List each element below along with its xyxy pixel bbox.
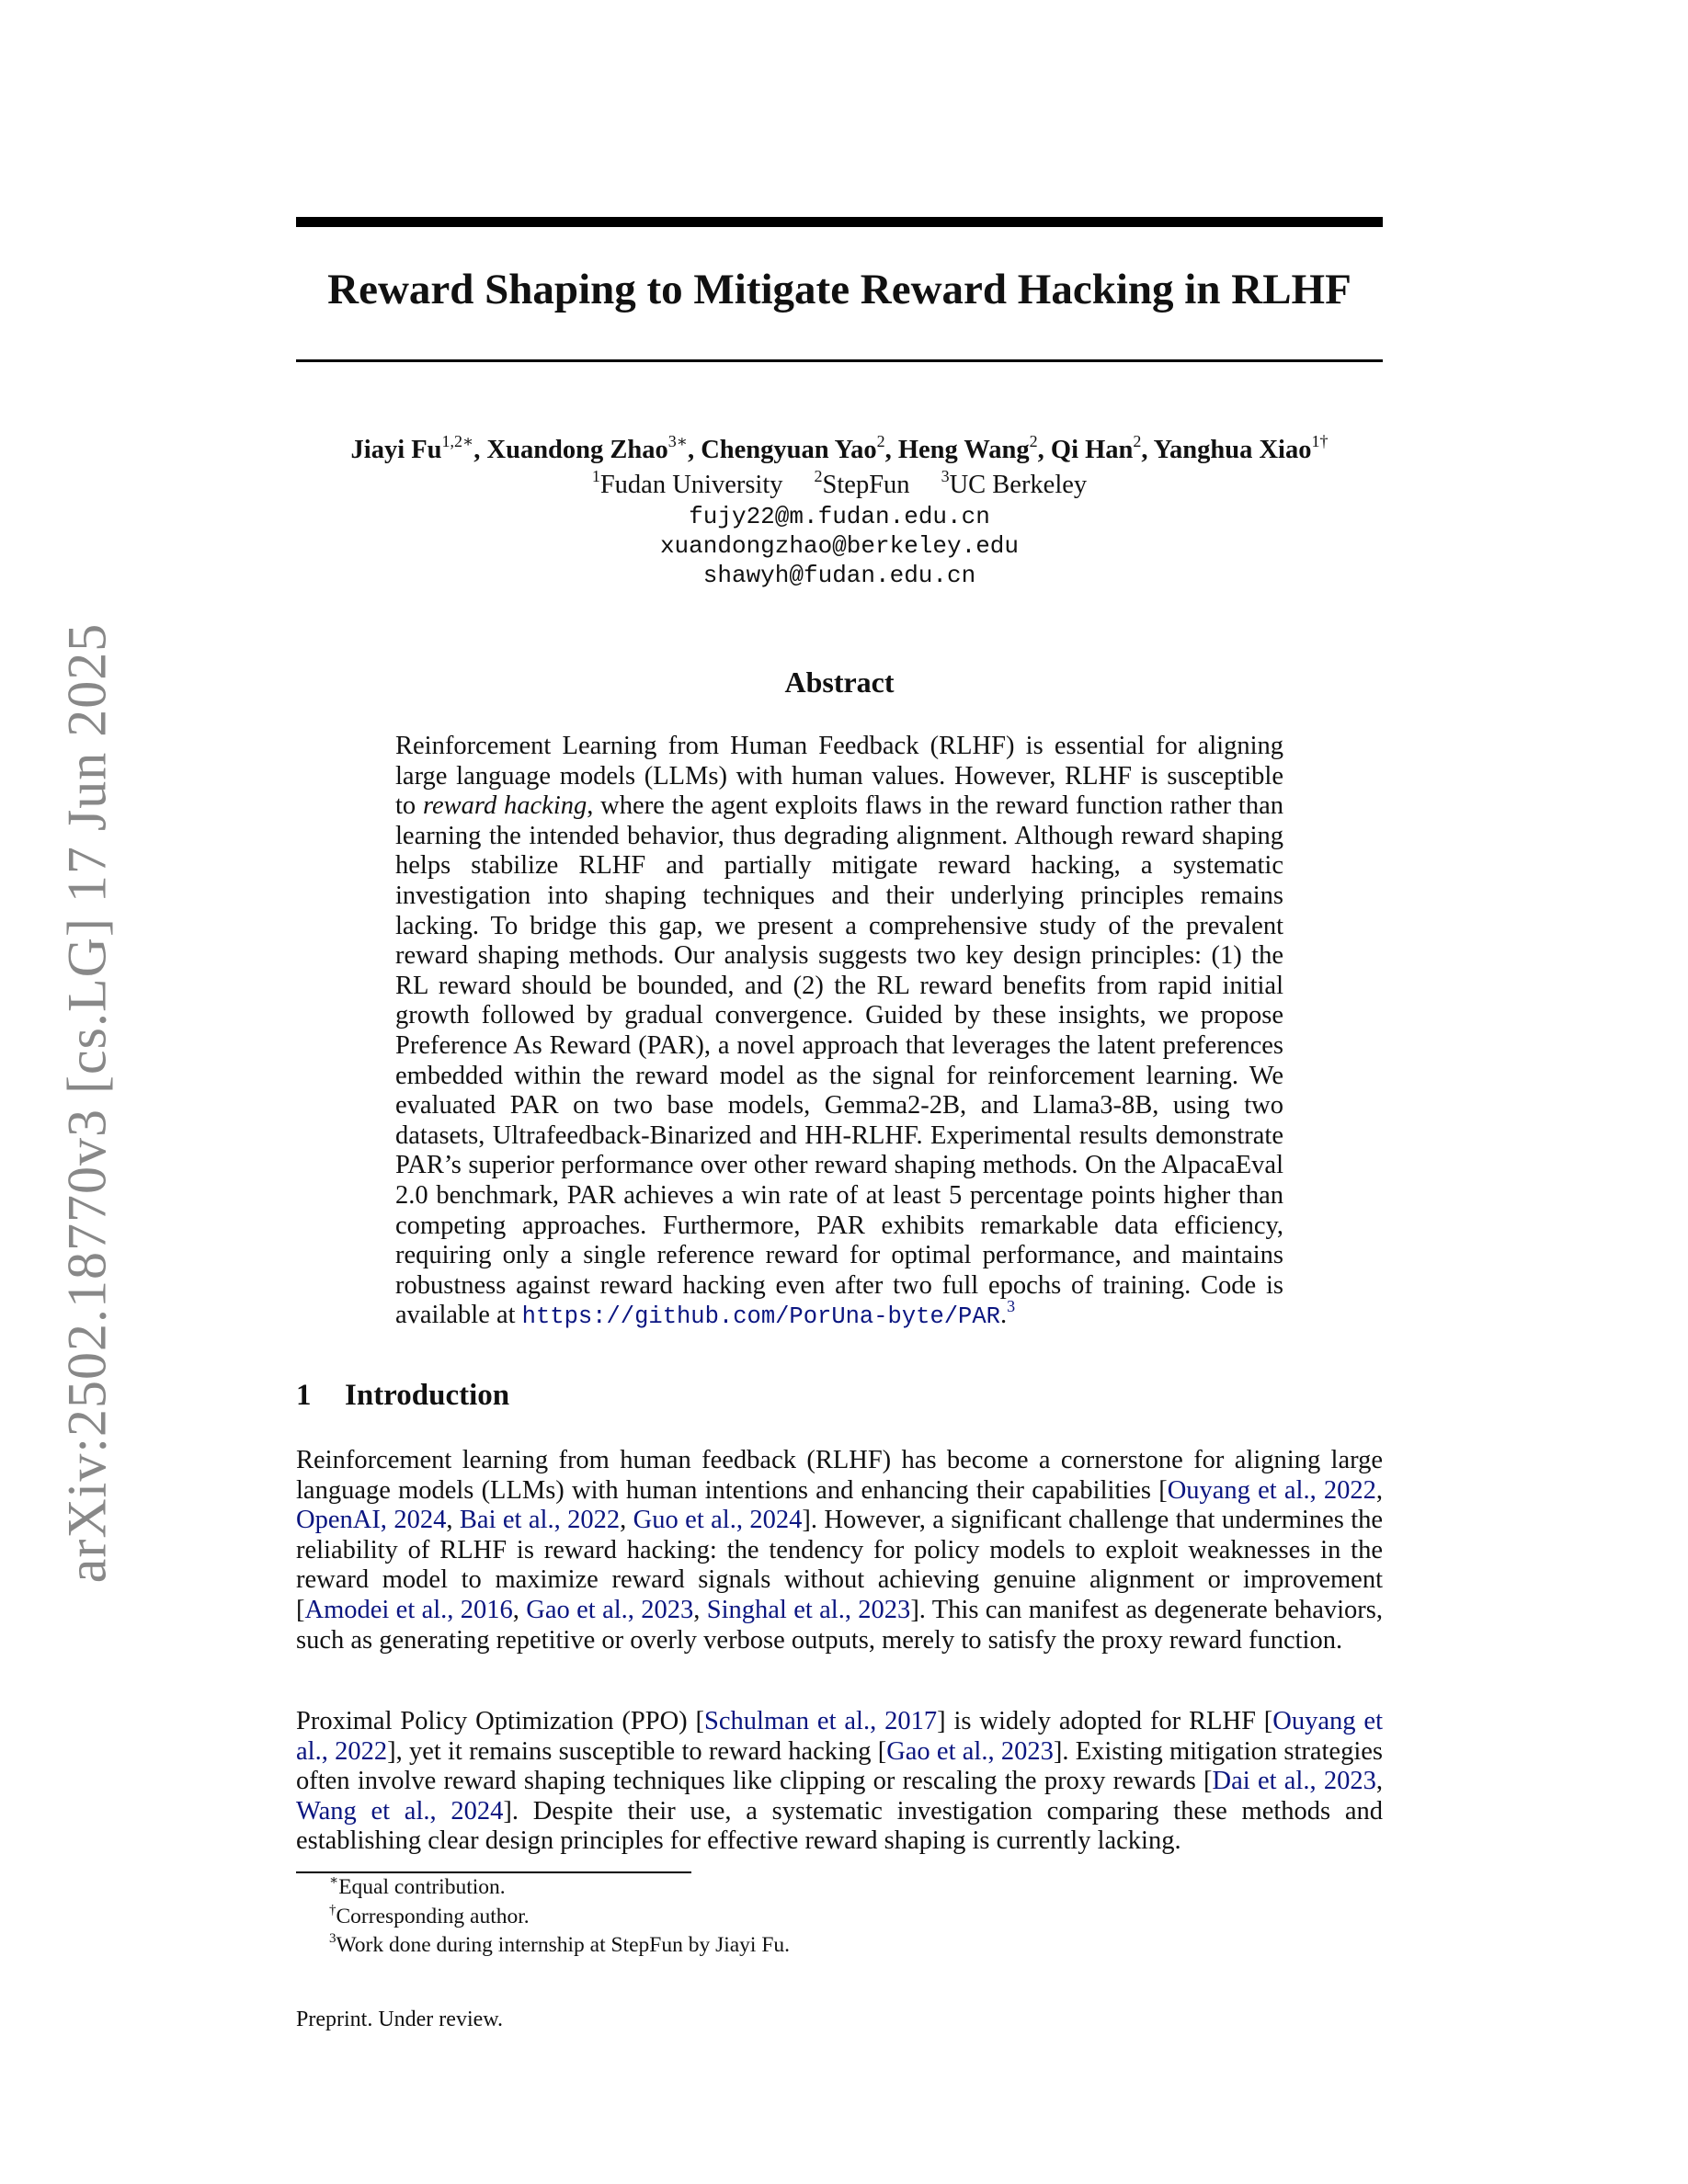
citation-link[interactable]: Gao et al., 2023 <box>886 1736 1054 1766</box>
author-name: Xuandong Zhao <box>486 436 668 464</box>
author-name: Heng Wang <box>897 436 1030 464</box>
title-rule-top <box>296 217 1383 227</box>
citation-link[interactable]: Singhal et al., 2023 <box>706 1595 911 1624</box>
footnote: †Corresponding author. <box>329 1903 530 1928</box>
paper-title: Reward Shaping to Mitigate Reward Hacking in RLHF <box>327 266 1352 313</box>
affiliation-mark: 1 <box>591 467 600 485</box>
affiliation-mark: 3 <box>941 467 950 485</box>
email-address: xuandongzhao@berkeley.edu <box>659 532 1020 560</box>
section-title: Introduction <box>345 1379 510 1412</box>
author-mark: 2 <box>1029 432 1038 450</box>
affiliation-name: Fudan University <box>599 471 783 499</box>
arxiv-stamp: arXiv:2502.18770v3 [cs.LG] 17 Jun 2025 <box>56 622 118 1584</box>
abstract-body: Reinforcement Learning from Human Feedback (RLHF) is essential for aligning large language models (LLMs) with human values. However, RLHF is susceptible to reward hacking, where the agent exploits flaws in the reward function rather than learning the intended behavior, thus degrading alignment. Although reward shaping helps stabilize RLHF and partially mitigate reward hacking, a systematic investigation into shaping techniques and their underlying principles remains lacking. To bridge this gap, we present a comprehensive study of the prevalent reward shaping methods. Our analysis suggests two key design principles: (1) the RL reward should be bounded, and (2) the RL reward benefits from rapid initial growth followed by gradual convergence. Guided by these insights, we propose Preference As Reward (PAR), a novel approach that leverages the latent preferences embedded within the reward model as the signal for reinforcement learning. We evaluated PAR on two base models, Gemma2-2B, and Llama3-8B, using two datasets, Ultrafeedback-Binarized and HH-RLHF. Experimental results demonstrate PAR’s superior performance over other reward shaping methods. On the AlpacaEval 2.0 benchmark, PAR achieves a win rate of at least 5 percentage points higher than competing approaches. Furthermore, PAR exhibits remarkable data efficiency, requiring only a single reference reward for optimal performance, and maintains robustness against reward hacking even after two full epochs of training. Code is available at https://github.com/PorUna-byte/PAR.$^3$ <box>395 732 1283 1331</box>
section-number: 1 <box>296 1379 312 1412</box>
footnote-mark: 3 <box>329 1931 336 1946</box>
email-address: shawyh@fudan.edu.cn <box>702 562 976 589</box>
citation-link[interactable]: Schulman et al., 2017 <box>704 1707 938 1735</box>
footnote-mark: ∗ <box>329 1873 339 1888</box>
affiliation-name: UC Berkeley <box>949 471 1088 499</box>
footnote: ∗Equal contribution. <box>329 1873 506 1899</box>
citation-link[interactable]: Gao et al., 2023 <box>526 1595 694 1624</box>
intro-paragraph-2: Proximal Policy Optimization (PPO) [Schulman et al., 2017] is widely adopted for RLHF [Ouyang et al., 2022], yet it remains susceptible to reward hacking [Gao et al., 2023]. Existing mitigation strategies often involve reward shaping techniques like clipping or rescaling the proxy rewards [Dai et al., 2023, Wang et al., 2024]. Despite their use, a systematic investigation comparing these methods and establishing clear design principles for effective reward shaping is currently lacking. <box>296 1707 1383 1856</box>
author-mark: 3∗ <box>667 432 688 450</box>
intro-paragraph-1: Reinforcement learning from human feedback (RLHF) has become a cornerstone for aligning large language models (LLMs) with human intentions and enhancing their capabilities [Ouyang et al., 2022, OpenAI, 2024, Bai et al., 2022, Guo et al., 2024]. However, a significant challenge that undermines the reliability of RLHF is reward hacking: the tendency for policy models to exploit weaknesses in the reward model to maximize reward signals without achieving genuine alignment or improvement [Amodei et al., 2016, Gao et al., 2023, Singhal et al., 2023]. This can manifest as degenerate behaviors, such as generating repetitive or overly verbose outputs, merely to satisfy the proxy reward function. <box>296 1446 1384 1655</box>
footnote-ref[interactable]: 3 <box>1007 1297 1016 1316</box>
preprint-note: Preprint. Under review. <box>296 2008 504 2031</box>
citation-link[interactable]: Ouyang et al., 2022 <box>1167 1475 1376 1505</box>
author-mark: 1,2∗ <box>441 432 474 450</box>
abstract-heading: Abstract <box>784 665 895 699</box>
email-address: fujy22@m.fudan.edu.cn <box>689 503 990 530</box>
affiliation-mark: 2 <box>814 467 823 485</box>
citation-link[interactable]: Bai et al., 2022 <box>459 1506 621 1535</box>
section-heading <box>296 1379 509 1413</box>
citation-link[interactable]: Guo et al., 2024 <box>633 1506 803 1535</box>
footnote-mark: † <box>329 1903 336 1917</box>
affiliation-name: StepFun <box>822 471 910 499</box>
author-mark: 2 <box>876 432 885 450</box>
author-mark: 2 <box>1133 432 1142 450</box>
citation-link[interactable]: OpenAI, 2024 <box>296 1506 447 1535</box>
author-name: Qi Han <box>1050 436 1134 464</box>
citation-link[interactable]: Dai et al., 2023 <box>1212 1767 1376 1796</box>
footnote: $^3$Work done during internship at StepFun by Jiayi Fu. <box>329 1931 791 1957</box>
author-name: Chengyuan Yao <box>701 436 877 464</box>
citation-link[interactable]: Ouyang et al., 2022 <box>296 1707 1383 1766</box>
affiliations <box>296 467 1383 504</box>
title-rule-bottom <box>296 359 1383 362</box>
emphasis: reward hacking <box>422 791 587 821</box>
author-list: Jiayi $Fu^{1,2∗}$, Xuandong Zhao$^{3∗}$, Chengyuan Yao$^2$, Heng Wang$^2$, Qi Han$^2$, Yanghua Xiao$^{1\dagger}$ <box>350 432 1329 464</box>
author-name: Jiayi Fu <box>350 436 442 464</box>
citation-link[interactable]: Wang et al., 2024 <box>296 1796 504 1826</box>
author-name: Yanghua Xiao <box>1153 436 1312 464</box>
citation-link[interactable]: Amodei et al., 2016 <box>304 1595 513 1624</box>
author-mark: 1† <box>1311 432 1329 450</box>
code-link[interactable]: https://github.com/PorUna-byte/PAR <box>521 1303 1000 1331</box>
